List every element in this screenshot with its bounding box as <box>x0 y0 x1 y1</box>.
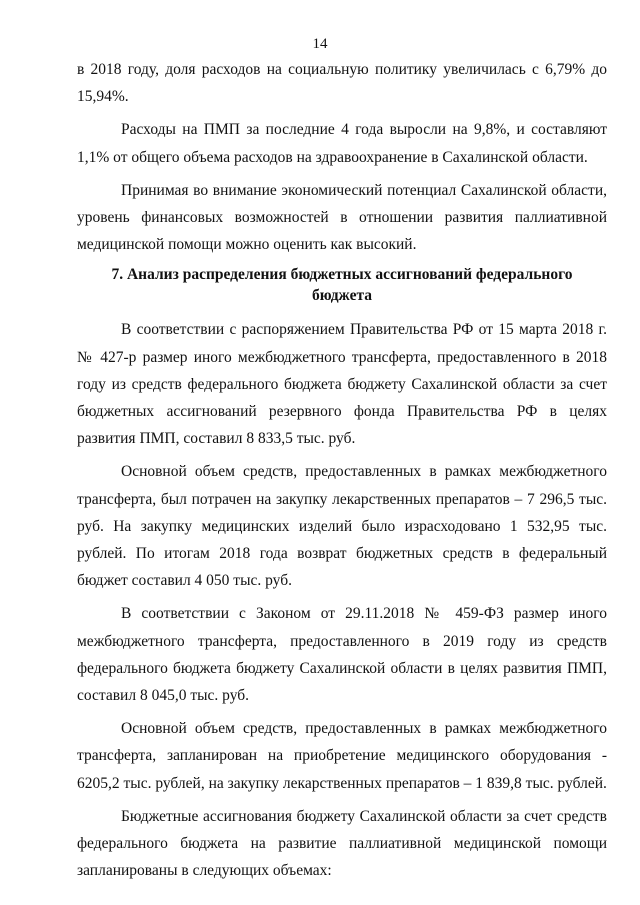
paragraph-economic-potential: Принимая во внимание экономический потенциал Сахалинской области, уровень финансовых возможностей в отношении развития паллиативной медицинской помощи можно оценить как высокий. <box>77 181 607 254</box>
paragraph-transfer-2018-spending: Основной объем средств, предоставленных в рамках межбюджетного трансферта, был потрачен на закупку лекарственных препаратов – 7 296,5 тыс. руб. На закупку медицинских изделий было израсходовано 1 532,95 тыс. рублей. По итогам 2018 года возврат бюджетных средств в федеральный бюджет составил 4 050 тыс. руб. <box>77 463 607 590</box>
paragraph-transfer-2018: В соответствии с распоряжением Правительства РФ от 15 марта 2018 г. № 427-р размер иного межбюджетного трансферта, предоставленного в 2018 году из средств федерального бюджета бюджету Сахалинской области за счет бюджетных ассигнований резервного фонда Правительства РФ в целях развития ПМП, составил 8 833,5 тыс. руб. <box>77 321 607 448</box>
paragraph-budget-allocations: Бюджетные ассигнования бюджету Сахалинской области за счет средств федерального бюджета на развитие паллиативной медицинской помощи запланированы в следующих объемах: <box>77 807 607 880</box>
paragraph-transfer-2019-plan: Основной объем средств, предоставленных в рамках межбюджетного трансферта, запланирован на приобретение медицинского оборудования - 6205,2 тыс. рублей, на закупку лекарственных препаратов – 1 839,8 тыс. рублей. <box>77 720 607 792</box>
paragraph-transfer-2019: В соответствии с Законом от 29.11.2018 № 459-ФЗ размер иного межбюджетного трансферта, предоставленного в 2019 году из средств федерального бюджета бюджету Сахалинской области в целях развития ПМП, составил 8 045,0 тыс. руб. <box>77 605 607 705</box>
section-heading: 7. Анализ распределения бюджетных ассигнований федерального бюджета <box>111 266 573 305</box>
document-body <box>77 56 607 890</box>
paragraph-pmp-expenses: Расходы на ПМП за последние 4 года выросли на 9,8%, и составляют 1,1% от общего объема расходов на здравоохранение в Сахалинской области. <box>77 121 607 166</box>
paragraph-social-policy-share: в 2018 году, доля расходов на социальную политику увеличилась с 6,79% до 15,94%. <box>77 61 607 106</box>
page-number: 14 <box>312 36 328 52</box>
